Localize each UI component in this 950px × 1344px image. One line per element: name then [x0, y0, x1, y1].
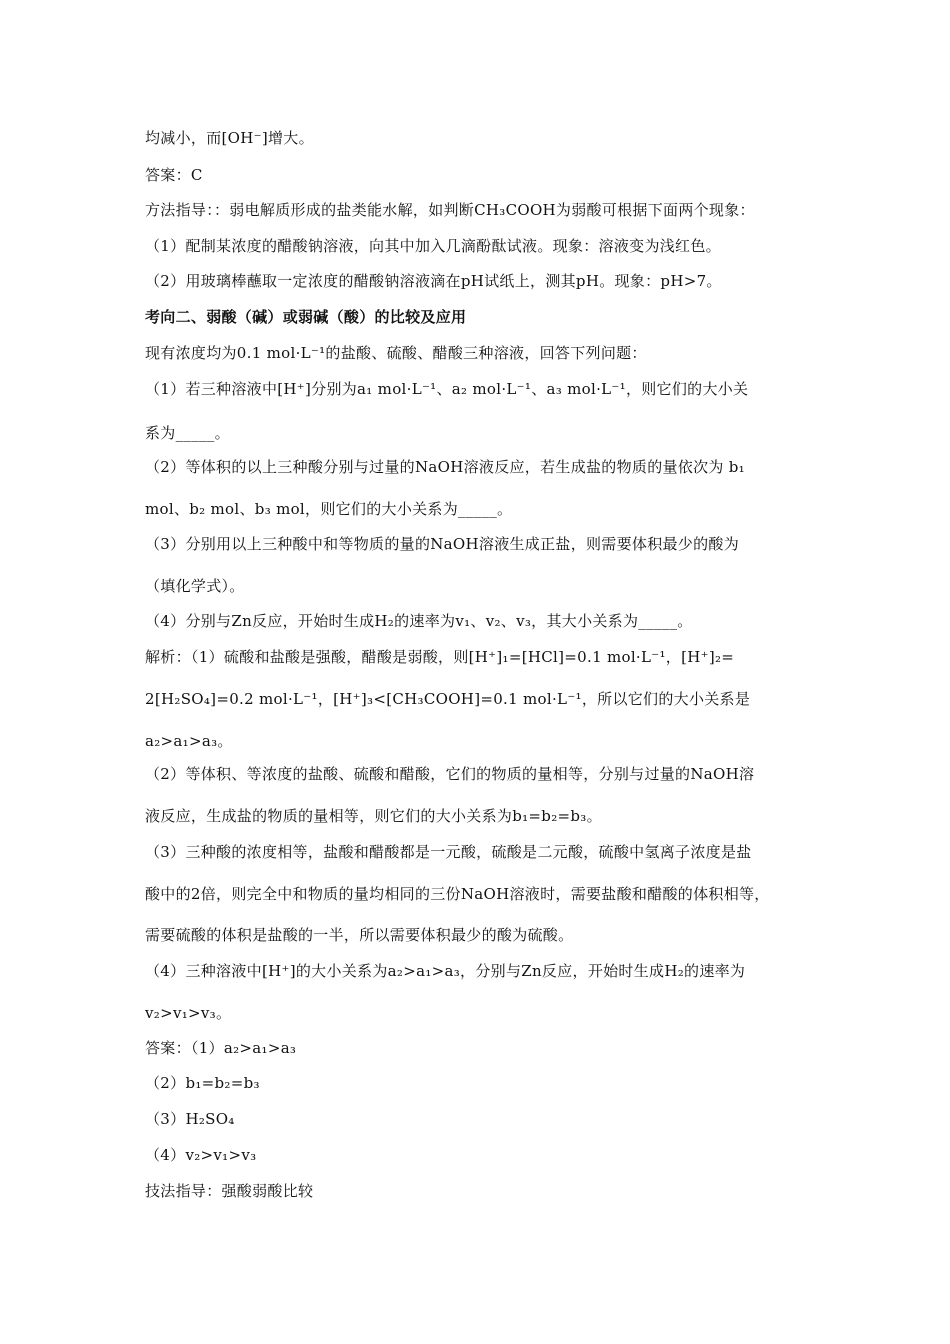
technique-guide: 技法指导：强酸弱酸比较 [145, 1182, 314, 1200]
method-guide: 方法指导：：弱电解质形成的盐类能水解，如判断CH₃COOH为弱酸可根据下面两个现象： [145, 201, 755, 219]
text-line: （1）配制某浓度的醋酸钠溶液，向其中加入几滴酚酞试液。现象：溶液变为浅红色。 [145, 237, 721, 255]
text-line: 均减小，而[OH⁻]增大。 [145, 129, 314, 147]
section-heading: 考向二、弱酸（碱）或弱碱（酸）的比较及应用 [145, 308, 467, 326]
answer-line: （3）H₂SO₄ [145, 1110, 235, 1128]
analysis-line: 2[H₂SO₄]=0.2 mol·L⁻¹，[H⁺]₃<[CH₃COOH]=0.1 mol·L⁻¹，所以它们的大小关系是 [145, 690, 751, 708]
question-item: mol、b₂ mol、b₃ mol，则它们的大小关系为_____。 [145, 500, 513, 518]
analysis-line: v₂>v₁>v₃。 [145, 1004, 232, 1022]
analysis-line: （3）三种酸的浓度相等，盐酸和醋酸都是一元酸，硫酸是二元酸，硫酸中氢离子浓度是盐 [145, 843, 752, 861]
text-line: （2）用玻璃棒蘸取一定浓度的醋酸钠溶液滴在pH试纸上，测其pH。现象：pH>7。 [145, 272, 722, 290]
analysis-line: 需要硫酸的体积是盐酸的一半，所以需要体积最少的酸为硫酸。 [145, 926, 574, 944]
question-item: （填化学式）。 [145, 577, 245, 595]
analysis-line: 液反应，生成盐的物质的量相等，则它们的大小关系为b₁=b₂=b₃。 [145, 807, 602, 825]
question-item: （1）若三种溶液中[H⁺]分别为a₁ mol·L⁻¹、a₂ mol·L⁻¹、a₃ mol·L⁻¹，则它们的大小关 [145, 380, 749, 398]
analysis-line: 解析：（1）硫酸和盐酸是强酸，醋酸是弱酸，则[H⁺]₁=[HCl]=0.1 mol·L⁻¹，[H⁺]₂= [145, 648, 735, 666]
question-item: （3）分别用以上三种酸中和等物质的量的NaOH溶液生成正盐，则需要体积最少的酸为 [145, 535, 739, 553]
analysis-line: a₂>a₁>a₃。 [145, 732, 233, 750]
question-item: 系为_____。 [145, 424, 230, 442]
answer-line: 答案：C [145, 166, 203, 184]
analysis-line: （4）三种溶液中[H⁺]的大小关系为a₂>a₁>a₃，分别与Zn反应，开始时生成H₂的速率为 [145, 962, 746, 980]
answer-line: （4）v₂>v₁>v₃ [145, 1146, 257, 1164]
answer-line: （2）b₁=b₂=b₃ [145, 1074, 260, 1092]
question-stem: 现有浓度均为0.1 mol·L⁻¹的盐酸、硫酸、醋酸三种溶液，回答下列问题： [145, 344, 647, 362]
question-item: （2）等体积的以上三种酸分别与过量的NaOH溶液反应，若生成盐的物质的量依次为 b₁ [145, 458, 745, 476]
answer-line: 答案：（1）a₂>a₁>a₃ [145, 1039, 297, 1057]
analysis-line: 酸中的2倍，则完全中和物质的量均相同的三份NaOH溶液时，需要盐酸和醋酸的体积相等， [145, 885, 770, 903]
analysis-line: （2）等体积、等浓度的盐酸、硫酸和醋酸，它们的物质的量相等，分别与过量的NaOH溶 [145, 765, 755, 783]
question-item: （4）分别与Zn反应，开始时生成H₂的速率为v₁、v₂、v₃，其大小关系为_____。 [145, 612, 693, 630]
